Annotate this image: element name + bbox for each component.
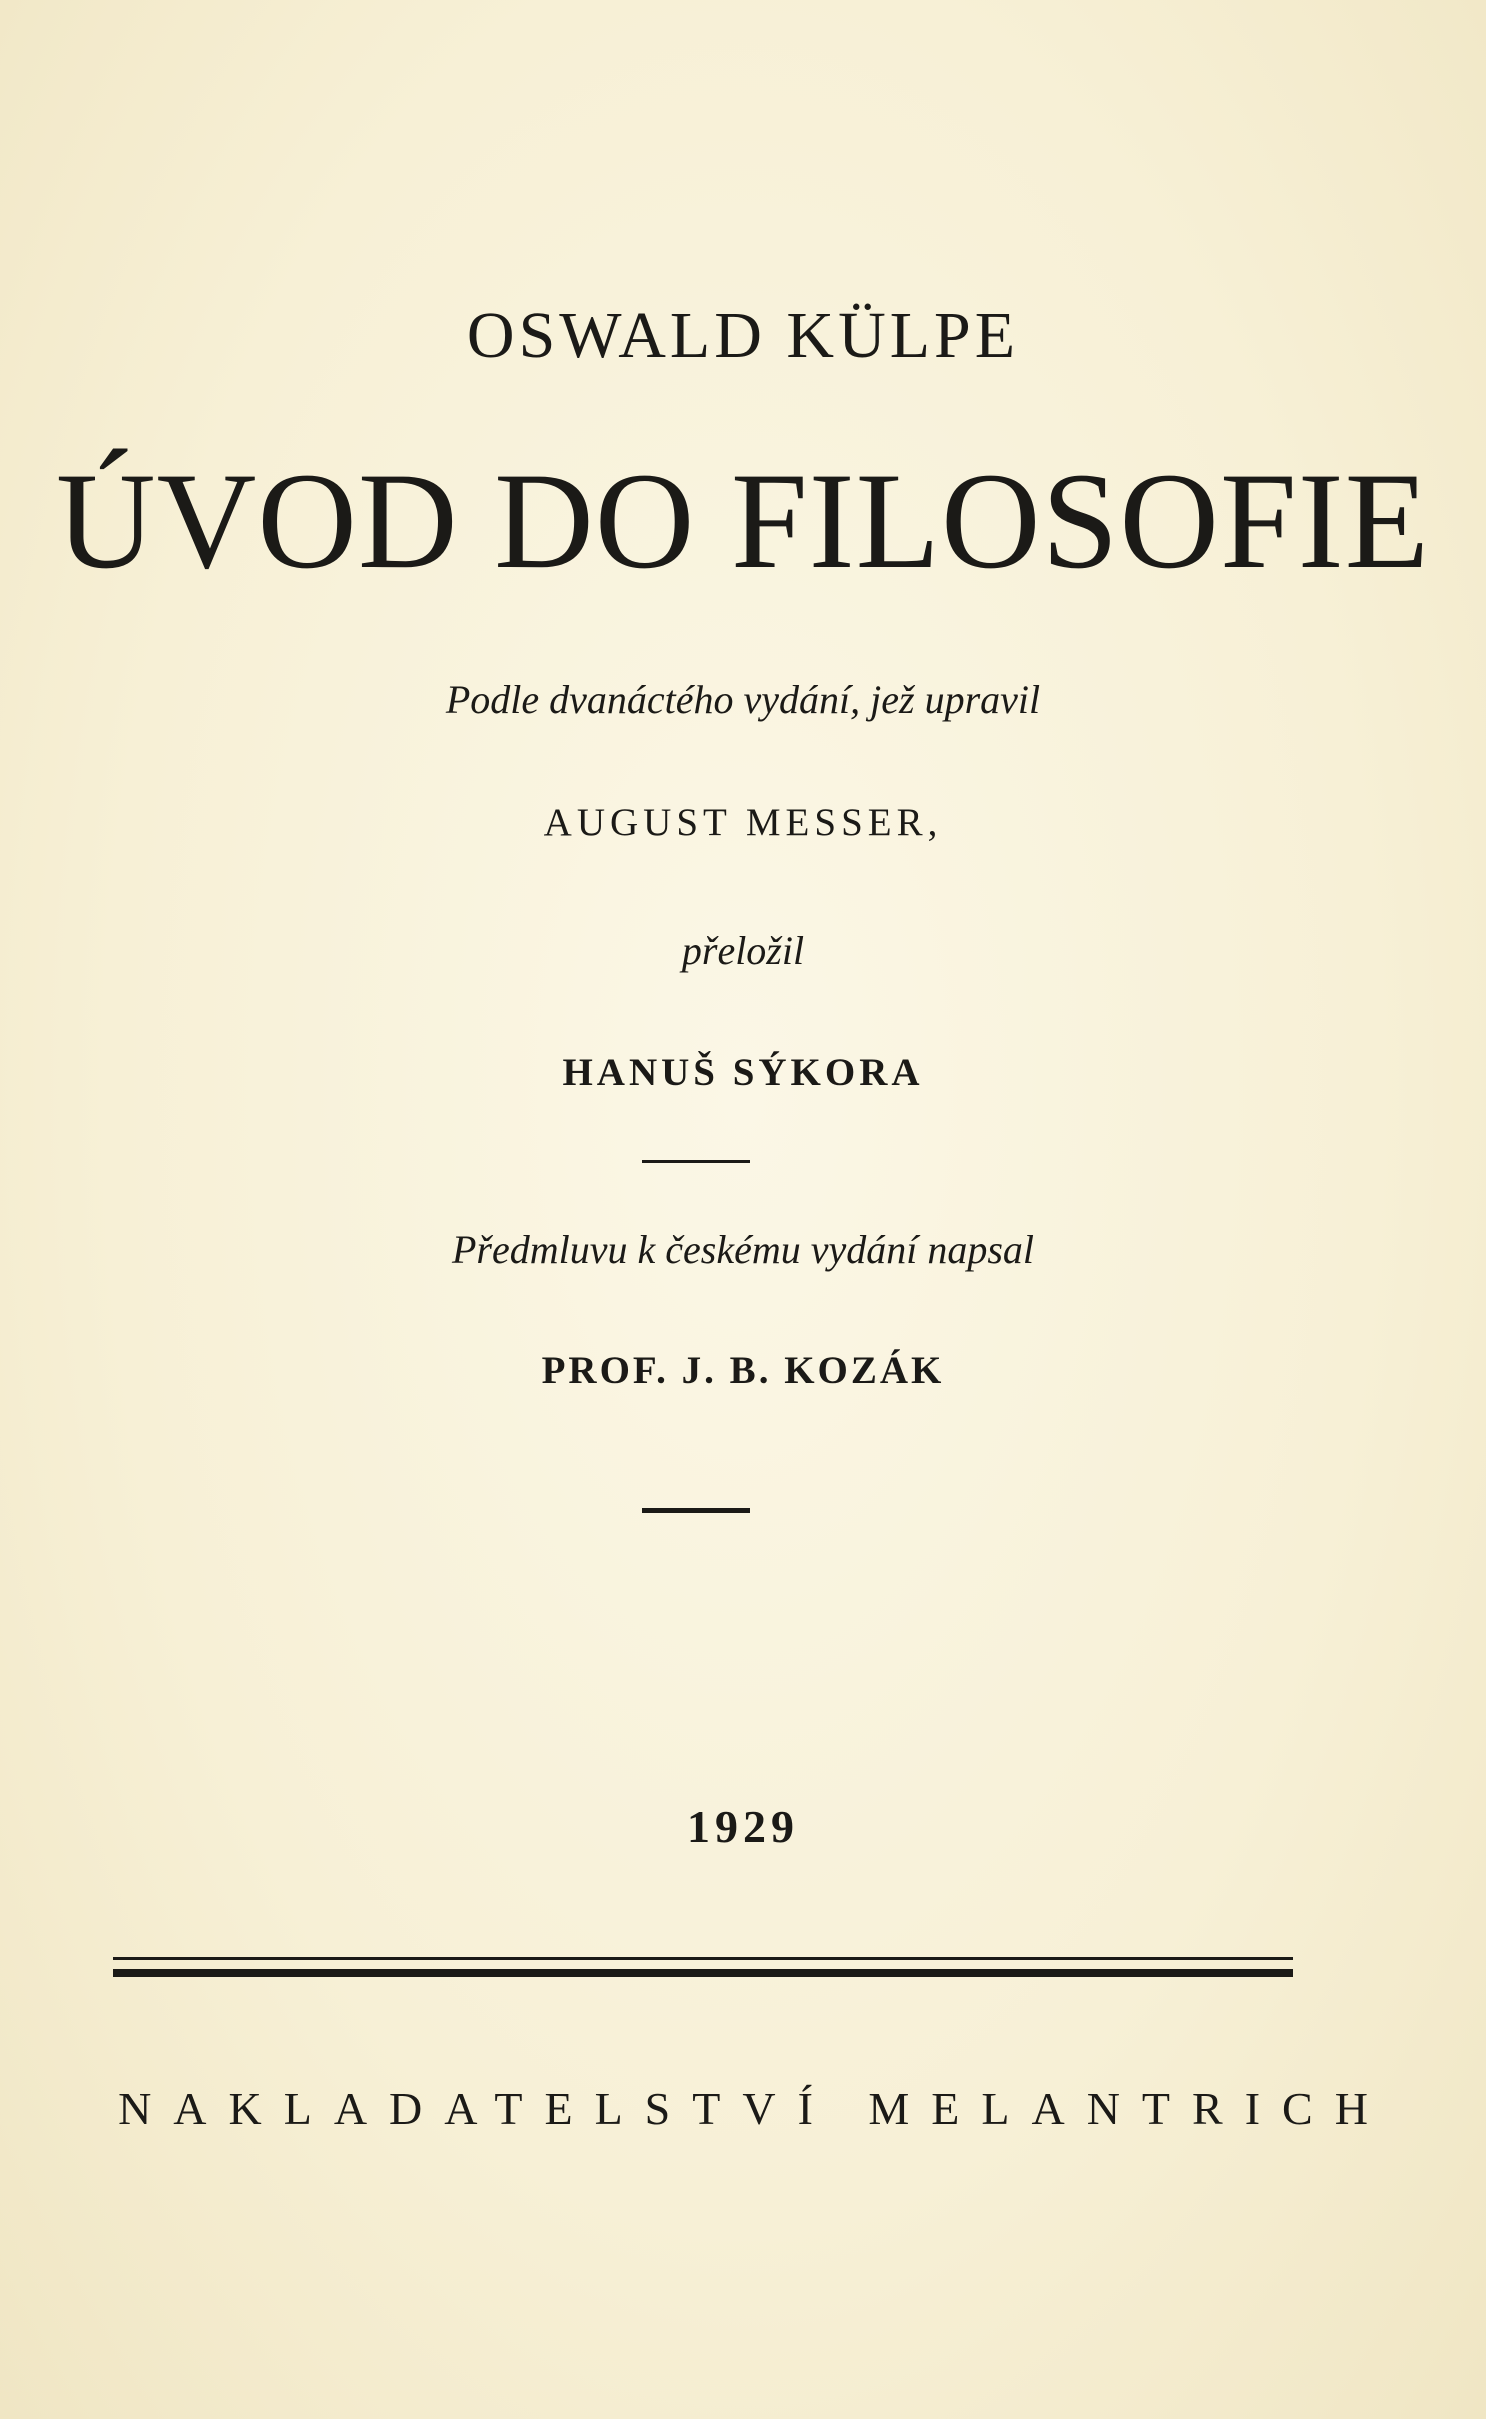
divider-short-1 <box>642 1160 750 1163</box>
divider-short-2 <box>642 1508 750 1513</box>
divider-long-thick <box>113 1969 1293 1977</box>
publication-year: 1929 <box>687 1801 799 1852</box>
translated-label: přeložil <box>681 928 805 973</box>
publisher-name: NAKLADATELSTVÍ MELANTRICH <box>118 2083 1390 2134</box>
author-name: OSWALD KÜLPE <box>466 299 1020 372</box>
preface-note: Předmluvu k českému vydání napsal <box>451 1227 1035 1272</box>
edition-note: Podle dvanáctého vydání, jež upravil <box>445 677 1041 722</box>
translator-name: HANUŠ SÝKORA <box>562 1051 924 1094</box>
divider-long-thin <box>113 1957 1293 1960</box>
book-title: ÚVOD DO FILOSOFIE <box>55 444 1431 597</box>
editor-name: AUGUST MESSER, <box>543 801 943 844</box>
preface-author: PROF. J. B. KOZÁK <box>541 1349 945 1392</box>
